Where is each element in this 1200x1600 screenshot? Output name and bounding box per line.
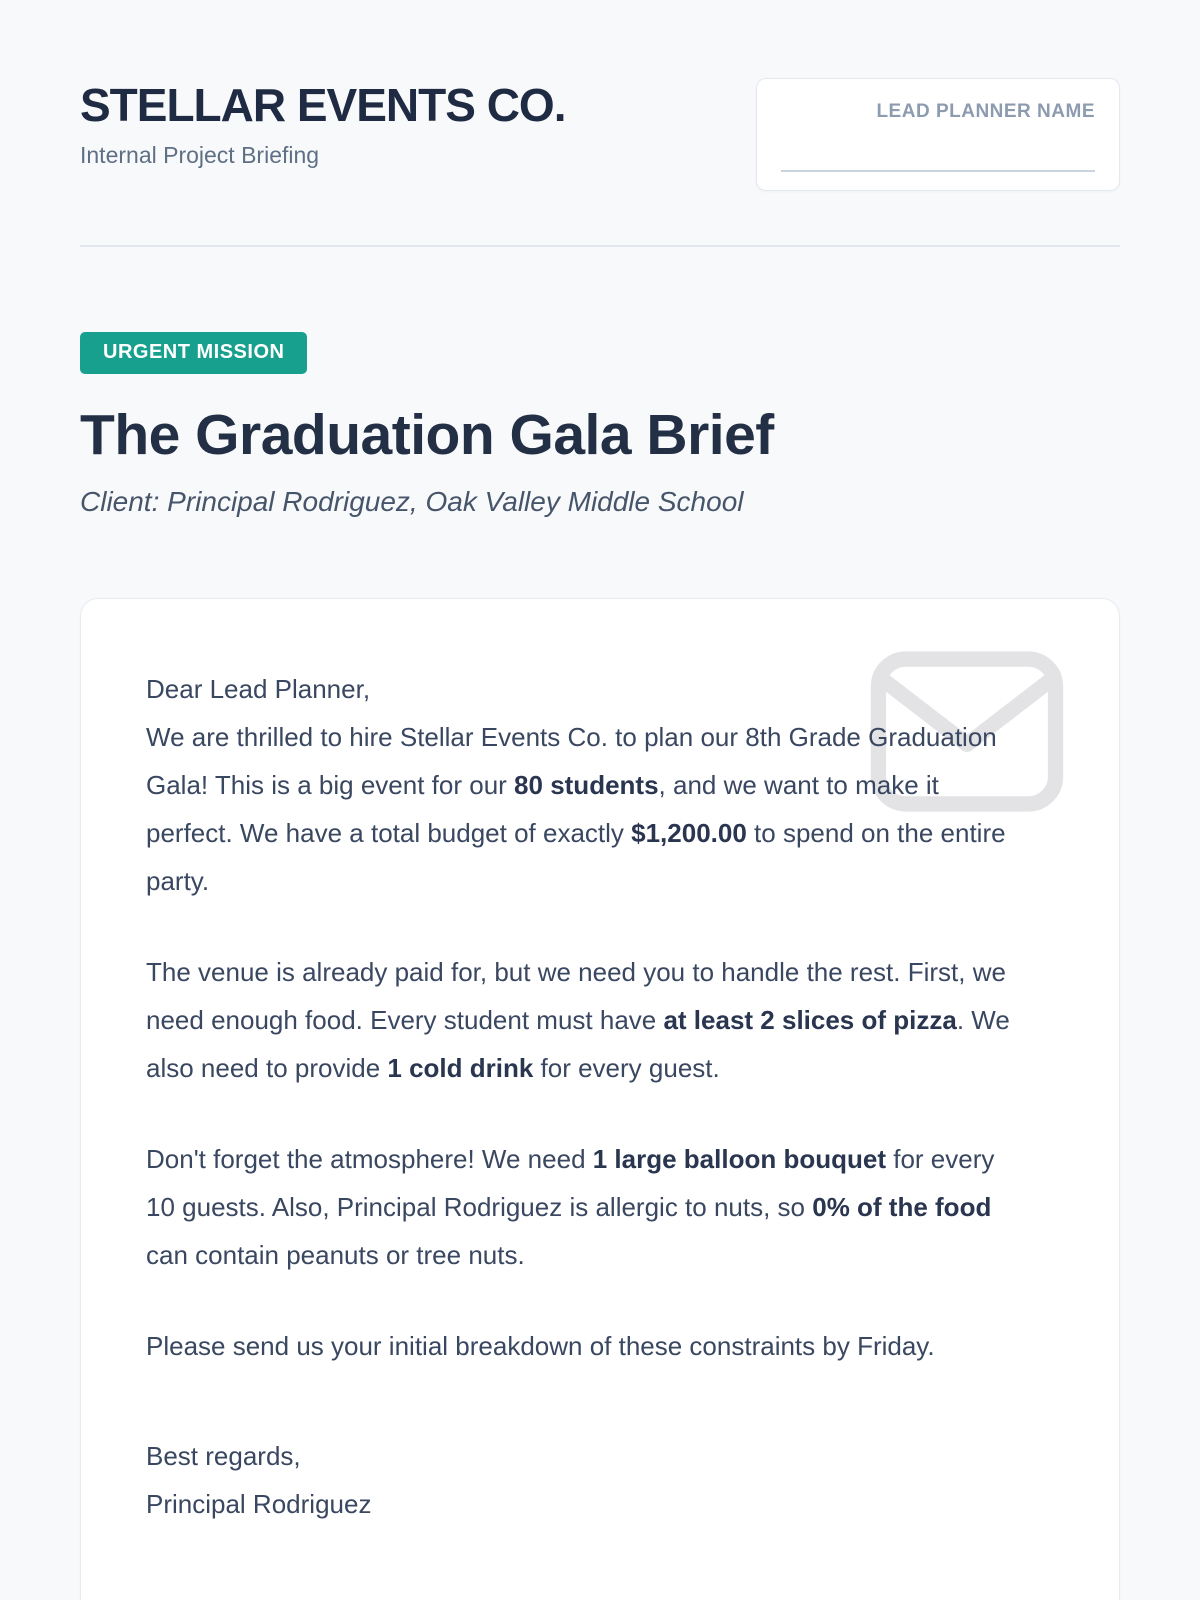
letter-paragraph: Don't forget the atmosphere! We need 1 large balloon bouquet for every 10 guests. Also, Principal Rodriguez is allergic to nuts, so 0% of the food can contain peanuts or tree nuts.: [146, 1144, 995, 1270]
header-divider: [80, 245, 1120, 247]
page-header: [80, 0, 1120, 191]
planner-box-label: LEAD PLANNER NAME: [876, 101, 1095, 122]
header-tagline: Internal Project Briefing: [80, 142, 320, 168]
briefing-page: [80, 0, 1120, 1600]
letter-paragraph: Please send us your initial breakdown of these constraints by Friday.: [146, 1331, 935, 1361]
letter-paragraph: Dear Lead Planner, We are thrilled to hire Stellar Events Co. to plan our 8th Grade Graduation Gala! This is a big event for our 80 students, and we want to make it perfect. We have a total budget of exactly $1,200.00 to spend on the entire party.: [146, 674, 1006, 896]
mission-heading-section: [80, 332, 1120, 518]
lead-planner-name-box: [756, 78, 1120, 191]
client-letter-card: [80, 598, 1120, 1600]
letter-paragraph: Best regards, Principal Rodriguez: [146, 1441, 372, 1519]
letter-body: [146, 665, 1026, 1528]
brand-block: [80, 78, 565, 169]
client-subtitle: Client: Principal Rodriguez, Oak Valley Middle School: [80, 486, 744, 517]
company-logo: STELLAR EVENTS CO.: [80, 79, 566, 131]
page-title: The Graduation Gala Brief: [80, 403, 774, 467]
urgent-mission-badge: URGENT MISSION: [80, 332, 307, 374]
planner-name-blank-line: [781, 170, 1095, 172]
letter-paragraph: The venue is already paid for, but we need you to handle the rest. First, we need enough food. Every student must have at least 2 slices of pizza. We also need to provide 1 cold drink for every guest.: [146, 957, 1010, 1083]
